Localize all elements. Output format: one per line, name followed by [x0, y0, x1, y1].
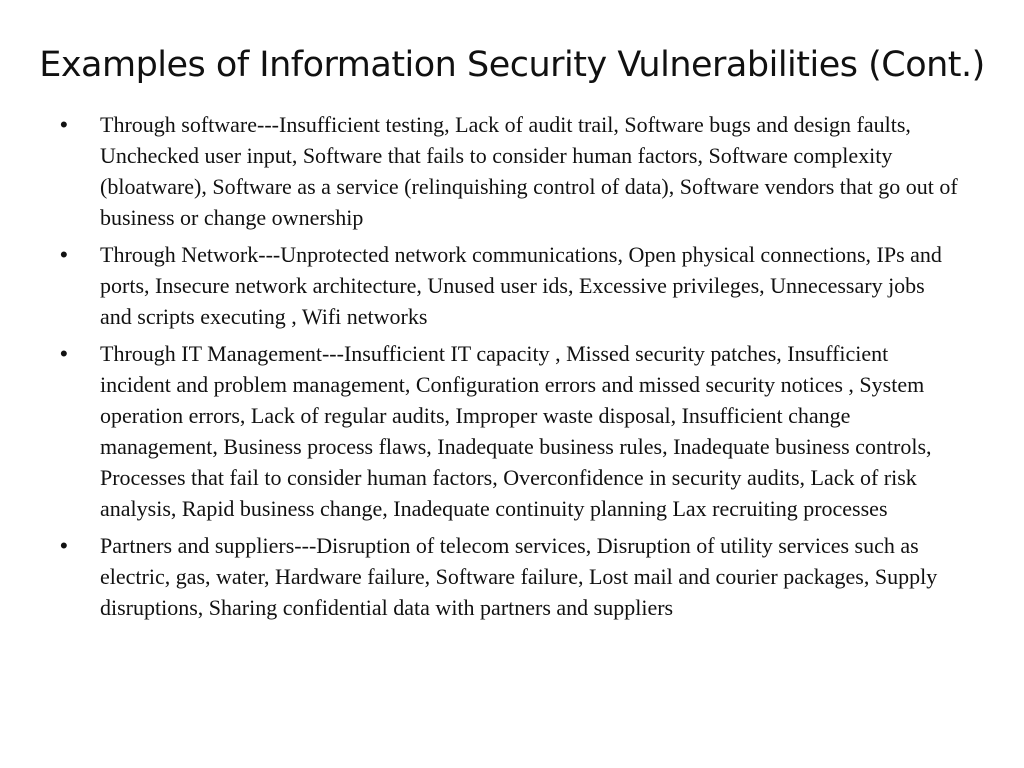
- bullet-text: Through software---Insufficient testing, Lack of audit trail, Software bugs and design faults, Unchecked user input, Software that fails to consider human factors, Software complexity (bloatware), Software as a service (relinquishing control of data), Software vendors that go out of business or change ownership: [100, 112, 958, 230]
- bullet-item-software: [60, 109, 960, 233]
- bullet-item-partners-suppliers: [60, 530, 960, 623]
- bullet-text: Partners and suppliers---Disruption of telecom services, Disruption of utility services such as electric, gas, water, Hardware failure, Software failure, Lost mail and courier packages, Supply disruptions, Sharing confidential data with partners and suppliers: [100, 533, 938, 620]
- bullet-icon: •: [60, 533, 68, 558]
- bullet-icon: •: [60, 242, 68, 267]
- bullet-item-it-management: [60, 338, 960, 524]
- bullet-icon: •: [60, 341, 68, 366]
- bullet-text: Through IT Management---Insufficient IT capacity , Missed security patches, Insufficient incident and problem management, Configuration errors and missed security notices , System operation errors, Lack of regular audits, Improper waste disposal, Insufficient change management, Business process flaws, Inadequate business rules, Inadequate business controls, Processes that fail to consider human factors, Overconfidence in security audits, Lack of risk analysis, Rapid business change, Inadequate continuity planning Lax recruiting processes: [100, 341, 932, 521]
- bullet-item-network: [60, 239, 960, 332]
- bullet-list: [60, 109, 960, 629]
- bullet-icon: •: [60, 112, 68, 137]
- bullet-text: Through Network---Unprotected network communications, Open physical connections, IPs and ports, Insecure network architecture, Unused user ids, Excessive privileges, Unnecessary jobs and scripts executing , Wifi networks: [100, 242, 942, 329]
- slide-title: Examples of Information Security Vulnerabilities (Cont.): [39, 45, 985, 85]
